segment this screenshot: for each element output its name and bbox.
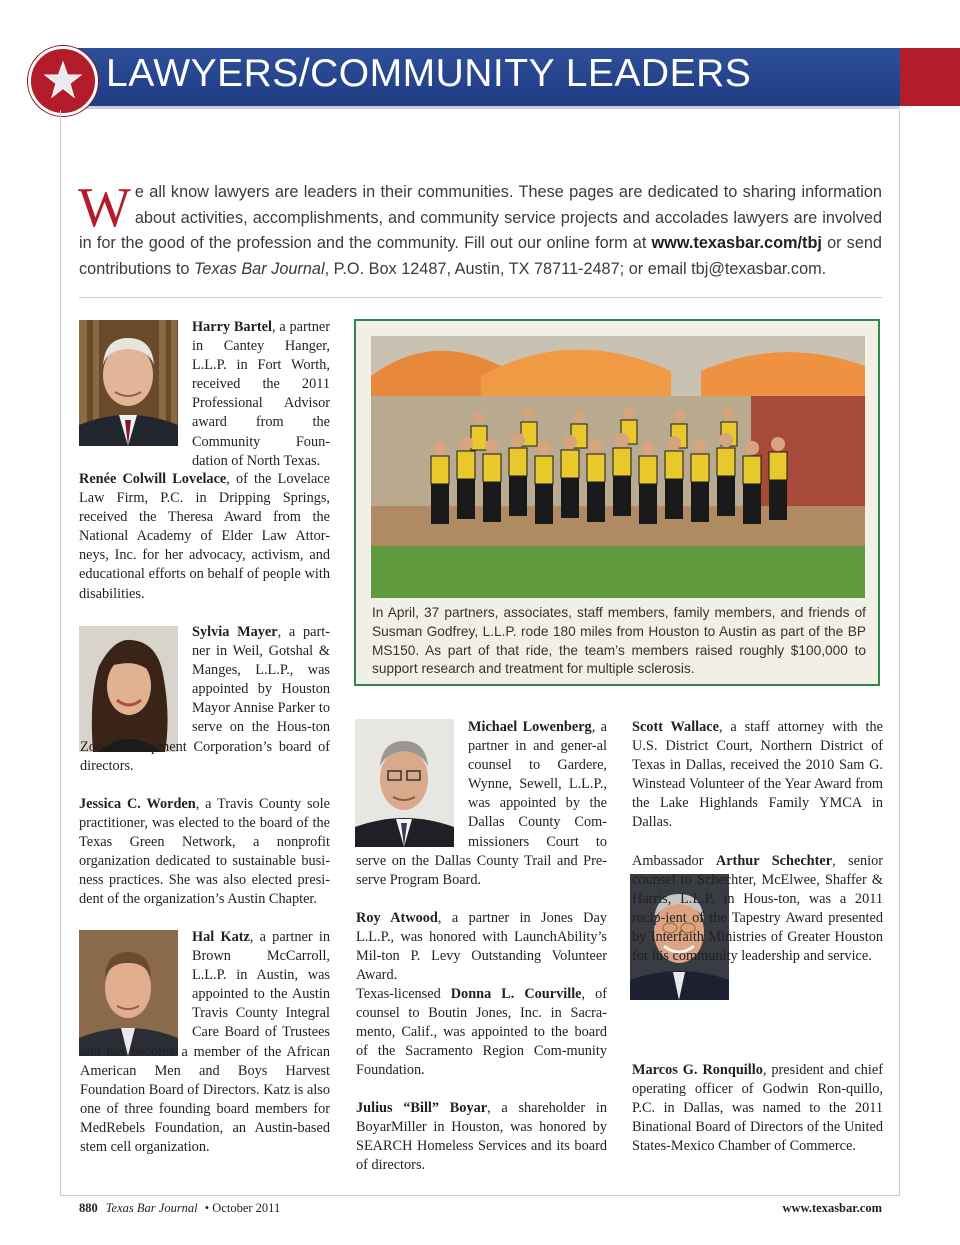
- intro-text-3: , P.O. Box 12487, Austin, TX 78711-2487; or email tbj@texasbar.com.: [324, 259, 827, 278]
- intro-text-1: e all know lawyers are leaders in their communities. These pages are dedicated to sharing information about activities, accomplishments, and community service projects and accolades lawyers are involved in for the good of the profession and the community. Fill out our online form at: [79, 183, 882, 252]
- frame-line-left: [60, 110, 61, 1195]
- entry-roy-atwood: [356, 909, 607, 985]
- banner-stripe: [75, 106, 900, 109]
- entry-harry-bartel: [192, 318, 330, 471]
- entry-julius-boyar: [356, 1099, 607, 1175]
- entry-name: Michael Lowenberg: [468, 719, 592, 735]
- entry-name: Scott Wallace: [632, 719, 719, 735]
- entry-renee-lovelace: [79, 470, 330, 604]
- star-badge: [28, 46, 98, 116]
- entry-prefix: Ambassador: [632, 853, 716, 869]
- entry-scott-wallace: [632, 718, 883, 833]
- entry-name: Jessica C. Worden: [79, 796, 196, 812]
- photo-harry-bartel: [79, 320, 178, 446]
- entry-name: Harry Bartel: [192, 319, 273, 335]
- feature-photo-box: [354, 319, 880, 686]
- entry-name: Hal Katz: [192, 929, 250, 945]
- entry-text: , of the Lovelace Law Firm, P.C. in Dripping Springs, received the Theresa Award from the National Academy of Elder Law Attor-neys, Inc. for her advocacy, activism, and educational efforts on behalf of people with disabilities.: [79, 471, 331, 602]
- frame-line-right: [899, 110, 900, 1195]
- entry-michael-lowenberg: [356, 718, 607, 890]
- entry-text: , senior counsel to Schechter, McElwee, Shaffer & Harris, L.L.P. in Hous-ton, was a 2011 recip-ient of the Tapestry Award presented by Interfaith Ministries of Greater Houston for his community leadership and service.: [632, 853, 884, 965]
- entry-text: , a partner in Jones Day L.L.P., was honored with LaunchAbility’s Mil-ton P. Levy Outstanding Volunteer Award.: [356, 910, 607, 984]
- entry-text: , a partner in Cantey Hanger, L.L.P. in Fort Worth, received the 2011 Professional Advisor award from the Community Foun-dation of North Texas.: [192, 319, 330, 469]
- footer-url[interactable]: www.texasbar.com: [782, 1201, 882, 1215]
- intro-journal-name: Texas Bar Journal: [193, 259, 325, 278]
- entry-sylvia-mayer: [80, 623, 330, 776]
- entry-name: Donna L. Courville: [450, 986, 582, 1002]
- feature-caption: In April, 37 partners, associates, staff members, family members, and friends of Susman Godfrey, L.L.P. rode 180 miles from Houston to Austin as part of the BP MS150. As part of that ride, the team’s members raised roughly $100,000 to support research and treatment for multiple sclerosis.: [372, 605, 866, 677]
- entry-text: , president and chief operating officer of Godwin Ron-quillo, P.C. in Dallas, was named to the 2011 Binational Board of Directors of the United States-Mexico Chamber of Commerce.: [632, 1062, 883, 1155]
- intro-paragraph: [78, 177, 882, 282]
- entry-name: Renée Colwill Lovelace: [79, 471, 227, 487]
- footer-journal: Texas Bar Journal: [105, 1201, 198, 1215]
- entry-text: , a shareholder in BoyarMiller in Houston, was honored by SEARCH Homeless Services and its board of directors.: [356, 1100, 607, 1174]
- entry-text: , a partner in Brown McCarroll, L.L.P. in Austin, was appointed to the Austin Travis County Integral Care Board of Trustees and has become a member of the African American Men and Boys Harvest Foundation Board of Directors. Katz is also one of three founding board members for MedRebels Foundation, an Austin-based stem cell organization.: [80, 929, 330, 1156]
- submission-link[interactable]: www.texasbar.com/tbj: [651, 234, 822, 252]
- intro-text-2: or send contributions to: [79, 234, 882, 278]
- entry-marcos-ronquillo: [632, 1061, 883, 1156]
- banner-red-block: [900, 48, 960, 106]
- frame-line-bottom: [60, 1195, 900, 1196]
- photo-cycling-team: [371, 336, 865, 598]
- footer-date: October 2011: [212, 1201, 281, 1215]
- entry-name: Roy Atwood: [356, 910, 438, 926]
- entry-name: Marcos G. Ronquillo: [632, 1062, 763, 1078]
- entry-donna-courville: [356, 985, 607, 1080]
- header-banner: [0, 48, 960, 108]
- entry-text: , of counsel to Boutin Jones, Inc. in Sacra-mento, Calif., was appointed to the board of the Sacramento Region Com-munity Foundation.: [356, 986, 607, 1079]
- entry-name: Julius “Bill” Boyar: [356, 1100, 488, 1116]
- star-icon: [42, 59, 84, 101]
- footer-info: [79, 1201, 280, 1216]
- entry-name: Arthur Schechter: [715, 853, 833, 869]
- page-number: 880: [79, 1201, 98, 1215]
- entry-jessica-worden: [79, 795, 330, 910]
- entry-text: , a part-ner in Weil, Gotshal & Manges, L.L.P., was appointed by Houston Mayor Annise Parker to serve on the Hous-ton Zoo Development Corporation’s board of directors.: [80, 624, 330, 774]
- entry-text: , a Travis County sole practitioner, was elected to the board of the Texas Green Network, a nonprofit organization dedicated to sustainable busi-ness practices. She was also elected presi-dent of the organization’s Austin Chapter.: [79, 796, 330, 908]
- entry-hal-katz: [80, 928, 330, 1157]
- footer-bullet: •: [204, 1201, 210, 1215]
- intro-divider: [79, 297, 882, 298]
- page-title: LAWYERS/COMMUNITY LEADERS: [106, 52, 752, 95]
- entry-name: Sylvia Mayer: [192, 624, 278, 640]
- entry-arthur-schechter: [632, 852, 883, 967]
- entry-prefix: Texas-licensed: [356, 986, 451, 1002]
- entry-text: , a staff attorney with the U.S. District Court, Northern District of Texas in Dallas, received the 2010 Sam G. Winstead Volunteer of the Year Award from the Lake Highlands Family YMCA in Dallas.: [632, 719, 883, 831]
- intro-dropcap: W: [78, 177, 131, 239]
- entry-text: , a partner in and gener-al counsel to Gardere, Wynne, Sewell, L.L.P., was appointed by the Dallas County Com-missioners Court to serve on the Dallas County Trail and Pre-serve Program Board.: [356, 719, 607, 888]
